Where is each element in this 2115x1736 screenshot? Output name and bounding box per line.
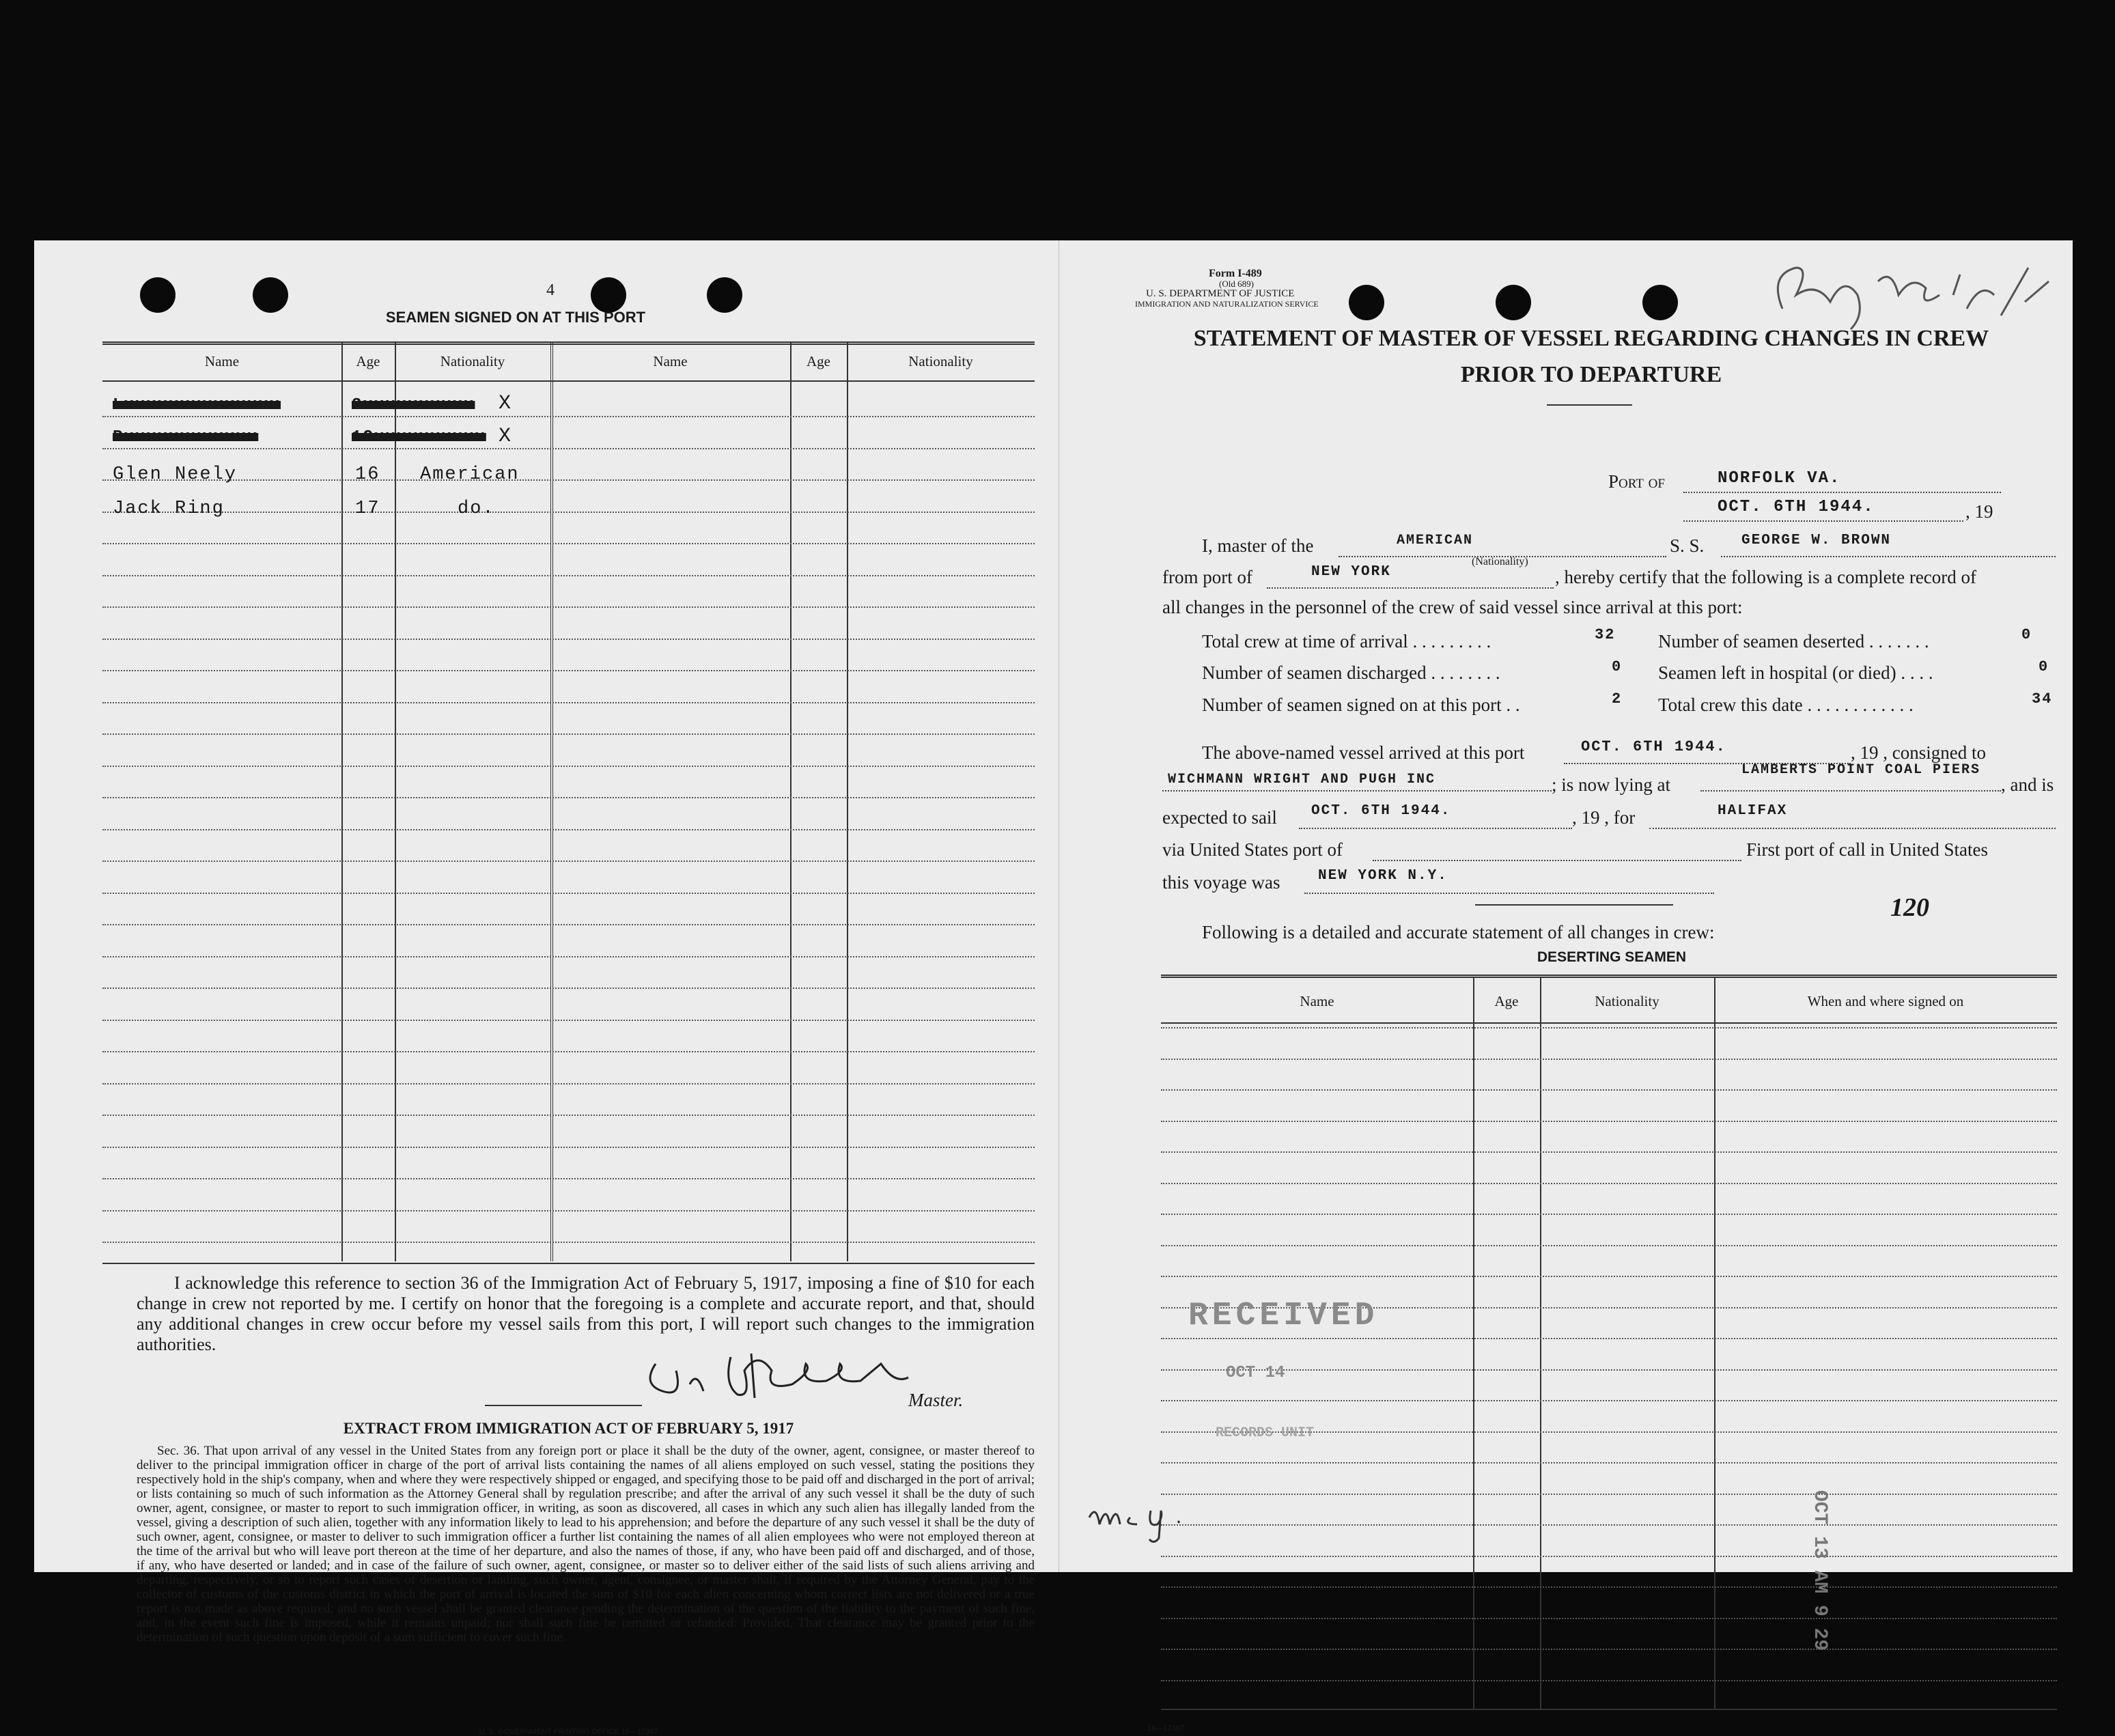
- col-header-when-where: When and where signed on: [1807, 993, 1964, 1009]
- discharged-label: Number of seamen discharged . . . . . . . .: [1202, 662, 1500, 683]
- reference-number: 120: [1890, 893, 1929, 922]
- form-number: Form I-489: [1209, 268, 1262, 279]
- row-line: [102, 924, 1035, 925]
- master-signature-icon: [635, 1343, 929, 1405]
- port-value: NORFOLK VA.: [1718, 469, 1841, 488]
- row-line: [1161, 1556, 2057, 1557]
- section-36-text: Sec. 36. That upon arrival of any vessel in the United States from any foreign port or place it shall be the duty of the owner, agent, consignee, or master thereof to deliver to the principal immigration officer in charge of the port of arrival lists containing the names of all aliens employed on such vessel, stating the positions they respectively hold in the ship's company, when and where they were respectively shipped or engaged, and specifying those to be paid off and discharged in the port of arrival; or lists containing so much of such information as the Attorney General shall by regulation prescribe; and after the arrival of any such vessel it shall be the duty of such owner, agent, consignee, or master to report to such immigration officer, in writing, as soon as discovered, all cases in which any such alien has illegally landed from the vessel, giving a description of such alien, together with any information likely to lead to his apprehension; and before the departure of any such vessel it shall be the duty of such owner, agent, consignee, or master to deliver to such immigration officer a further list containing the names of all alien employees who were not employed thereon at the time of the arrival but who will leave port thereon at the time of her departure, and also the names of those, if any, who have been paid off and discharged, and of those, if any, who have deserted or landed; and in case of the failure of such owner, agent, consignee, or master so to deliver either of the said lists of such aliens arriving and departing, respectively, or so to report such cases of desertion or landing, such owner, agent, consignee, or master shall, if required by the Attorney General, pay to the collector of customs of the customs district in which the port of arrival is located the sum of $10 for each alien concerning whom correct lists are not delivered or a true report is not made as above required; and no such vessel shall be granted clearance pending the determination of the question of the liability to the payment of such fine, and, in the event such fine is imposed, while it remains unpaid; nor shall such fine be remitted or refunded: Provided, That clearance may be granted prior to the determination of such question upon deposit of a sum sufficient to cover such fine.: [137, 1444, 1035, 1644]
- row-line: [1161, 1680, 2057, 1681]
- row-line: [102, 1210, 1035, 1212]
- seaman-age: 16: [355, 464, 380, 485]
- port-label: Port of: [1608, 471, 1665, 492]
- col-divider: [1540, 977, 1541, 1709]
- discharged-value: 0: [1612, 658, 1623, 675]
- nationality-caption: (Nationality): [1472, 556, 1528, 568]
- row-line: [102, 479, 1035, 481]
- row-line: [1161, 1338, 2057, 1339]
- row-line: [102, 1051, 1035, 1052]
- voyage-value: NEW YORK N.Y.: [1318, 868, 1448, 884]
- seaman-nationality: do.: [458, 499, 495, 519]
- voyage-line: [1304, 893, 1714, 894]
- row-line: [1161, 1214, 2057, 1215]
- from-port-line: [1267, 587, 1554, 589]
- document-sheet: [34, 240, 2073, 1736]
- service: IMMIGRATION AND NATURALIZATION SERVICE: [1135, 299, 1319, 309]
- row-line: [1161, 1494, 2057, 1495]
- seaman-name: Glen Neely: [113, 464, 238, 485]
- acknowledgment-text: I acknowledge this reference to section 36 of the Immigration Act of February 5, 1917, imposing a fine of $10 for each change in crew not reported by me. I certify on honor that the foregoing is a complete and accurate report, and that, should any additional changes in crew occur before my vessel sails from this port, I will report such changes to the immigration authorities.: [137, 1273, 1035, 1354]
- punch-hole-icon: [140, 277, 176, 313]
- consigned-label: , 19 , consigned to: [1851, 742, 1986, 763]
- printing-code: 16—17387: [1147, 1724, 1184, 1733]
- via-line: [1373, 860, 1741, 861]
- col-header-name: Name: [653, 353, 688, 369]
- crossed-name: Lxxxxxxxxxxxxxx: [113, 396, 281, 415]
- arrived-label: The above-named vessel arrived at this port: [1202, 742, 1525, 763]
- form-title-line1: STATEMENT OF MASTER OF VESSEL REGARDING CHANGES IN CREW: [1193, 326, 1989, 351]
- row-line: [1161, 1059, 2057, 1060]
- col-header-name: Name: [1300, 993, 1334, 1009]
- signature-line: [485, 1405, 642, 1406]
- col-header-name: Name: [204, 353, 240, 369]
- punch-hole-icon: [707, 277, 742, 313]
- crossed-name: Rxxxxxxxxxxxx: [113, 428, 259, 447]
- seaman-nationality: American: [420, 464, 520, 485]
- and-is-label: , and is: [2001, 774, 2054, 795]
- year-prefix: , 19: [1965, 501, 1993, 522]
- from-port-label: from port of: [1162, 567, 1252, 587]
- row-line: [1161, 1027, 2057, 1028]
- row-line: [102, 575, 1035, 576]
- vertical-date-stamp: OCT 13 AM 9 29: [1809, 1490, 1830, 1651]
- row-line: [102, 988, 1035, 989]
- col-header-age: Age: [807, 353, 830, 369]
- row-line: [1161, 1151, 2057, 1153]
- total-crew-date-value: 34: [2032, 690, 2053, 708]
- row-line: [102, 1083, 1035, 1084]
- first-port-label: First port of call in United States: [1746, 839, 1988, 860]
- row-line: [1161, 1649, 2057, 1650]
- lying-value: LAMBERTS POINT COAL PIERS: [1741, 762, 1981, 778]
- row-line: [102, 512, 1035, 513]
- following-label: Following is a detailed and accurate statement of all changes in crew:: [1202, 922, 1715, 942]
- row-line: [102, 416, 1035, 417]
- total-crew-date-label: Total crew this date . . . . . . . . . . . .: [1658, 695, 1914, 715]
- total-crew-arrival-value: 32: [1595, 626, 1616, 643]
- date-value: OCT. 6TH 1944.: [1718, 498, 1875, 516]
- deserted-value: 0: [2021, 626, 2032, 643]
- lying-label: ; is now lying at: [1552, 774, 1670, 795]
- col-header-nationality: Nationality: [440, 353, 505, 369]
- hospital-value: 0: [2039, 658, 2049, 675]
- voyage-rule: [1475, 904, 1673, 906]
- for-label: , 19 , for: [1572, 807, 1636, 828]
- row-line: [1161, 1276, 2057, 1277]
- voyage-label: this voyage was: [1162, 872, 1280, 893]
- master-label: Master.: [908, 1390, 964, 1410]
- ship-line: [1721, 556, 2056, 557]
- received-stamp: RECEIVED: [1188, 1298, 1379, 1334]
- row-line: [1161, 1524, 2057, 1526]
- crossed-mark: X: [499, 392, 513, 415]
- row-line: [102, 1115, 1035, 1116]
- certify-text-2: all changes in the personnel of the crew of said vessel since arrival at this port:: [1162, 597, 1743, 617]
- punch-hole-icon: [253, 277, 288, 313]
- signed-on-value: 2: [1612, 690, 1623, 708]
- header-rule: [1161, 1022, 2057, 1024]
- arrived-value: OCT. 6TH 1944.: [1581, 738, 1726, 755]
- col-header-age: Age: [356, 353, 380, 369]
- department: U. S. DEPARTMENT OF JUSTICE: [1146, 288, 1295, 299]
- col-header-nationality: Nationality: [908, 353, 973, 369]
- punch-hole-icon: [1496, 285, 1531, 320]
- row-line: [102, 606, 1035, 608]
- consignee-value: WICHMANN WRIGHT AND PUGH INC: [1168, 772, 1436, 787]
- via-label: via United States port of: [1162, 839, 1343, 860]
- printing-office: U. S. GOVERNMENT PRINTING OFFICE 16—17387: [479, 1728, 658, 1736]
- col-divider: [1473, 977, 1474, 1709]
- row-line: [1161, 1369, 2057, 1371]
- header-rule: [102, 380, 1035, 382]
- seaman-name: Jack Ring: [113, 499, 225, 519]
- expected-label: expected to sail: [1162, 807, 1277, 828]
- row-line: [1161, 1245, 2057, 1246]
- row-line: [102, 543, 1035, 544]
- extract-title: EXTRACT FROM IMMIGRATION ACT OF FEBRUARY 5, 1917: [343, 1420, 794, 1437]
- row-line: [1161, 1462, 2057, 1464]
- row-line: [102, 1020, 1035, 1021]
- handwritten-note-icon: [1755, 254, 2056, 336]
- from-port-value: NEW YORK: [1311, 564, 1391, 580]
- punch-hole-icon: [591, 277, 626, 313]
- port-line: [1683, 492, 2001, 493]
- row-line: [102, 1147, 1035, 1148]
- deserting-table-bottom: [1161, 1709, 2057, 1710]
- deserting-seamen-title: DESERTING SEAMEN: [1537, 949, 1687, 965]
- row-line: [102, 893, 1035, 894]
- hospital-label: Seamen left in hospital (or died) . . . .: [1658, 662, 1933, 683]
- total-crew-arrival-label: Total crew at time of arrival . . . . . . . . .: [1202, 631, 1491, 652]
- row-line: [1161, 1089, 2057, 1091]
- row-line: [102, 702, 1035, 703]
- records-unit-stamp: RECORDS UNIT: [1216, 1425, 1315, 1441]
- title-rule: [1547, 404, 1632, 406]
- nationality-value: AMERICAN: [1397, 533, 1474, 548]
- row-line: [102, 766, 1035, 767]
- for-value: HALIFAX: [1718, 803, 1788, 819]
- row-line: [102, 1242, 1035, 1243]
- crossed-age: 3xxxxxxxxxx: [352, 396, 475, 415]
- punch-hole-icon: [1349, 285, 1384, 320]
- signed-on-label: Number of seamen signed on at this port . .: [1202, 695, 1520, 715]
- left-page-title: SEAMEN SIGNED ON AT THIS PORT: [385, 309, 646, 326]
- seaman-age: 17: [355, 499, 380, 519]
- row-line: [102, 797, 1035, 798]
- row-line: [102, 733, 1035, 735]
- expected-value: OCT. 6TH 1944.: [1311, 803, 1451, 819]
- row-line: [102, 829, 1035, 830]
- table-bottom-rule: [102, 1263, 1035, 1264]
- form-title-line2: PRIOR TO DEPARTURE: [1460, 362, 1722, 387]
- punch-hole-icon: [1642, 285, 1678, 320]
- table-top-rule: [102, 341, 1035, 345]
- crossed-mark: X: [499, 425, 513, 448]
- oct-stamp: OCT 14: [1226, 1364, 1285, 1382]
- row-line: [1161, 1618, 2057, 1619]
- row-line: [1161, 1183, 2057, 1184]
- deserted-label: Number of seamen deserted . . . . . . .: [1658, 631, 1929, 652]
- row-line: [102, 448, 1035, 449]
- deserting-table-top: [1161, 975, 2057, 978]
- master-of-label: I, master of the: [1202, 535, 1314, 556]
- row-line: [102, 639, 1035, 640]
- certify-text: , hereby certify that the following is a complete record of: [1555, 567, 1977, 587]
- row-line: [1161, 1400, 2057, 1401]
- col-header-age: Age: [1494, 993, 1519, 1009]
- row-line: [1161, 1586, 2057, 1588]
- ss-label: S. S.: [1670, 535, 1705, 556]
- old-form-number: (Old 689): [1219, 279, 1254, 289]
- consignee-line: [1162, 790, 1552, 792]
- date-line: [1683, 520, 1963, 522]
- ship-name: GEORGE W. BROWN: [1741, 533, 1892, 548]
- crossed-age: 1Cxxxxxxxxxx: [352, 428, 486, 447]
- row-line: [102, 860, 1035, 862]
- expected-line: [1299, 828, 1572, 829]
- row-line: [102, 1178, 1035, 1179]
- row-line: [1161, 1121, 2057, 1122]
- for-line: [1649, 828, 2056, 829]
- row-line: [102, 956, 1035, 957]
- lying-line: [1700, 790, 2001, 792]
- initials-icon: [1082, 1490, 1199, 1545]
- col-divider: [1714, 977, 1715, 1709]
- row-line: [102, 670, 1035, 671]
- col-header-nationality: Nationality: [1595, 993, 1659, 1009]
- page-number: 4: [546, 281, 555, 299]
